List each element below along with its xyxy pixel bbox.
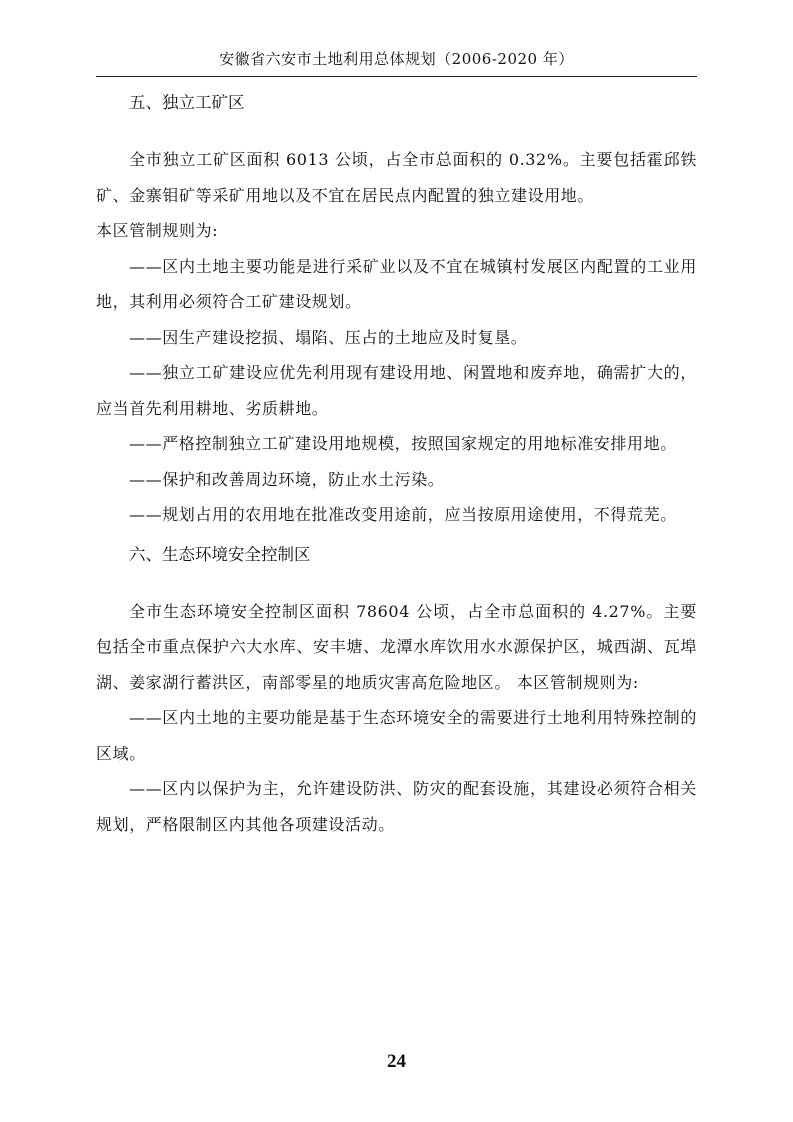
section-heading: 五、独立工矿区 [129,93,245,112]
paragraph: ——区内以保护为主，允许建设防洪、防灾的配套设施，其建设必须符合相关规划，严格限制区内其他各项建设活动。 [96,779,697,834]
section-industrial-mining-zone [96,86,697,533]
section-ecological-safety-zone [96,538,697,843]
paragraph: ——区内土地主要功能是进行采矿业以及不宜在城镇村发展区内配置的工业用地，其利用必须符合工矿建设规划。 [96,256,697,311]
paragraph: ——规划占用的农用地在批准改变用途前，应当按原用途使用，不得荒芜。 [129,505,677,524]
document-title: 安徽省六安市土地利用总体规划（2006-2020 年） [219,50,574,68]
page-header [96,44,697,77]
paragraph: ——保护和改善周边环境，防止水土污染。 [129,469,445,489]
section-heading: 六、生态环境安全控制区 [129,544,311,564]
paragraph: 全市独立工矿区面积 6013 公顷，占全市总面积的 0.32%。主要包括霍邱铁矿、金寨钼矿等采矿用地以及不宜在居民点内配置的独立建设用地。 [96,150,697,205]
paragraph: ——独立工矿建设应优先利用现有建设用地、闲置地和废弃地，确需扩大的，应当首先利用耕地、劣质耕地。 [96,363,697,418]
paragraph: 本区管制规则为: [96,221,219,240]
paragraph: ——因生产建设挖损、塌陷、压占的土地应及时复垦。 [129,327,528,347]
page-content [96,86,697,842]
paragraph: ——区内土地的主要功能是基于生态环境安全的需要进行土地利用特殊控制的区域。 [96,708,697,763]
paragraph: ——严格控制独立工矿建设用地规模，按照国家规定的用地标准安排用地。 [129,434,677,453]
page-number: 24 [387,1051,406,1072]
paragraph: 全市生态环境安全控制区面积 78604 公顷，占全市总面积的 4.27%。主要包括全市重点保护六大水库、安丰塘、龙潭水库饮用水水源保护区，城西湖、瓦埠湖、姜家湖行蓄洪区，南部零星的地质灾害高危险地区。 本区管制规则为: [96,601,697,692]
